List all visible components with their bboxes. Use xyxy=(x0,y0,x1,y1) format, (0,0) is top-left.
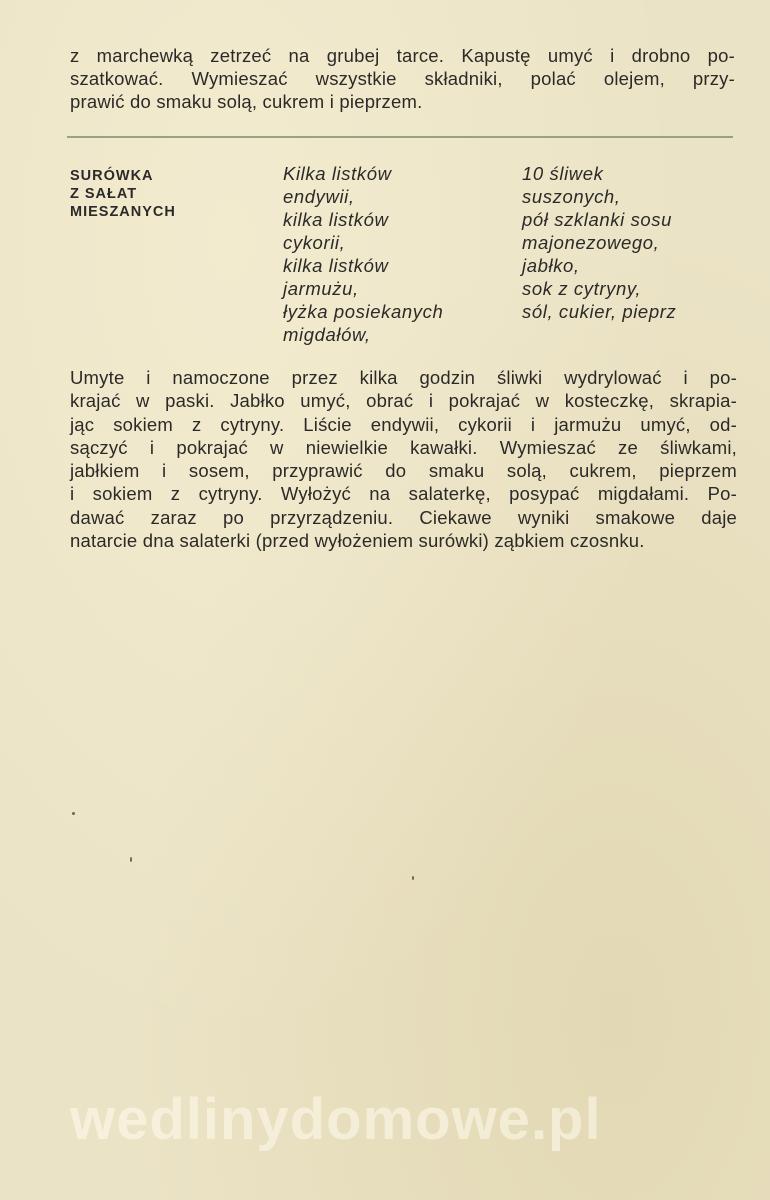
intro-line: z marchewką zetrzeć na grubej tarce. Kapustę umyć i drobno po- xyxy=(70,45,735,66)
ingredient-line: suszonych, xyxy=(522,186,621,207)
ingredients-column-1 xyxy=(283,162,443,346)
recipe-title-line: SURÓWKA xyxy=(70,168,154,184)
ingredient-line: pół szklanki sosu xyxy=(522,209,673,230)
method-line: sączyć i pokrajać w niewielkie kawałki. Wymieszać ze śliwkami, xyxy=(70,436,737,458)
recipe-title-line: MIESZANYCH xyxy=(70,204,176,220)
method-line: jąc sokiem z cytryny. Liście endywii, cykorii i jarmużu umyć, od- xyxy=(70,413,737,435)
ingredients-column-2 xyxy=(522,162,676,323)
ingredient-line: sok z cytryny, xyxy=(522,278,642,299)
ingredient-line: łyżka posiekanych xyxy=(283,301,444,322)
method-line: krajać w paski. Jabłko umyć, obrać i pokrajać w kosteczkę, skrapia- xyxy=(70,390,737,412)
method-line: i sokiem z cytryny. Wyłożyć na salaterkę, posypać migdałami. Po- xyxy=(70,483,737,505)
method-line: dawać zaraz po przyrządzeniu. Ciekawe wyniki smakowe daje xyxy=(70,506,737,528)
ingredient-line: cykorii, xyxy=(283,232,346,253)
method-line: natarcie dna salaterki (przed wyłożeniem surówki) ząbkiem czosnku. xyxy=(70,530,645,552)
intro-line: szatkować. Wymieszać wszystkie składniki, polać olejem, przy- xyxy=(70,68,735,89)
recipe-title-line: Z SAŁAT xyxy=(70,186,138,202)
ingredient-line: kilka listków xyxy=(283,255,389,276)
method-line: jabłkiem i sosem, przyprawić do smaku solą, cukrem, pieprzem xyxy=(70,460,737,482)
ingredient-line: jarmużu, xyxy=(283,278,359,299)
site-watermark: wedlinydomowe.pl xyxy=(70,1087,602,1152)
ingredient-line: jabłko, xyxy=(522,255,580,276)
print-speck xyxy=(72,812,75,815)
ingredient-line: endywii, xyxy=(283,186,355,207)
method-line: Umyte i namoczone przez kilka godzin śliwki wydrylować i po- xyxy=(70,367,737,388)
ingredient-line: kilka listków xyxy=(283,209,389,230)
ingredient-line: migdałów, xyxy=(283,324,371,345)
ingredient-line: sól, cukier, pieprz xyxy=(522,301,677,322)
ingredient-line: majonezowego, xyxy=(522,232,660,253)
recipe-title xyxy=(70,167,176,221)
print-speck xyxy=(130,857,132,862)
section-divider xyxy=(67,136,733,138)
method-paragraph xyxy=(70,366,737,552)
ingredient-line: Kilka listków xyxy=(283,163,392,184)
intro-paragraph xyxy=(70,44,735,113)
ingredient-line: 10 śliwek xyxy=(522,163,604,184)
intro-line: prawić do smaku solą, cukrem i pieprzem. xyxy=(70,91,423,112)
print-speck xyxy=(412,876,414,880)
